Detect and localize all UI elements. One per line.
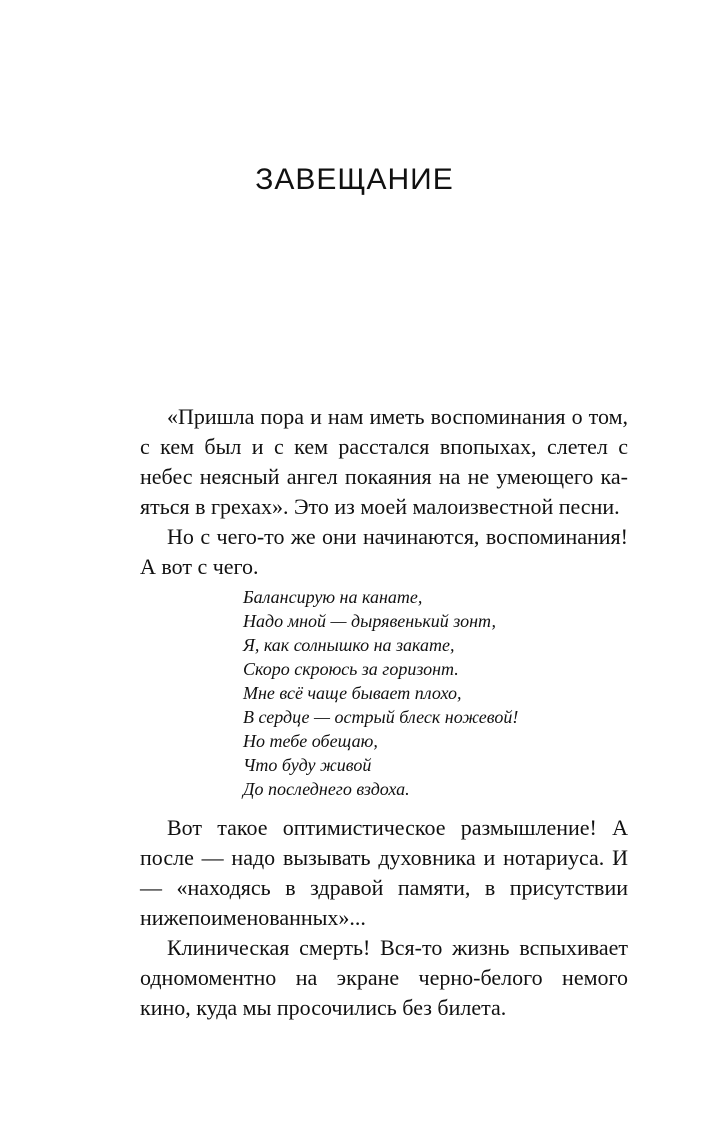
poem-line: Но тебе обещаю,	[243, 731, 378, 751]
poem-block	[243, 585, 643, 801]
paragraph: Вот такое оптимистическое размышление! А после — надо вызывать духовника и нотариуса. И — «находясь в здравой памяти, в присутствии нижепоименованных»...	[140, 815, 628, 930]
text-section-2	[140, 813, 628, 1023]
paragraph: Но с чего-то же они начинаются, воспоминания! А вот с чего.	[140, 524, 628, 579]
chapter-title: ЗАВЕЩАНИЕ	[255, 163, 454, 196]
poem-line: Скоро скроюсь за горизонт.	[243, 659, 459, 679]
poem-line: Что буду живой	[243, 755, 372, 775]
poem-line: Мне всё чаще бывает плохо,	[243, 683, 462, 703]
poem-line: Балансирую на канате,	[243, 587, 423, 607]
paragraph: Клиническая смерть! Вся-то жизнь вспыхивает одномоментно на экране черно-белого немого кино, куда мы просочились без билета.	[140, 935, 628, 1020]
poem-line: До последнего вздоха.	[243, 779, 410, 799]
poem-line: Надо мной — дырявенький зонт,	[243, 611, 496, 631]
poem-line: Я, как солнышко на закате,	[243, 635, 455, 655]
paragraph: «Пришла пора и нам иметь воспоминания о том, с кем был и с кем расстался впопыхах, слетел с небес неясный ангел покаяния на не умеющего каяться в грехах». Это из моей малоизвестной песни.	[140, 404, 628, 519]
text-section-1	[140, 402, 628, 582]
poem-line: В сердце — острый блеск ножевой!	[243, 707, 519, 727]
